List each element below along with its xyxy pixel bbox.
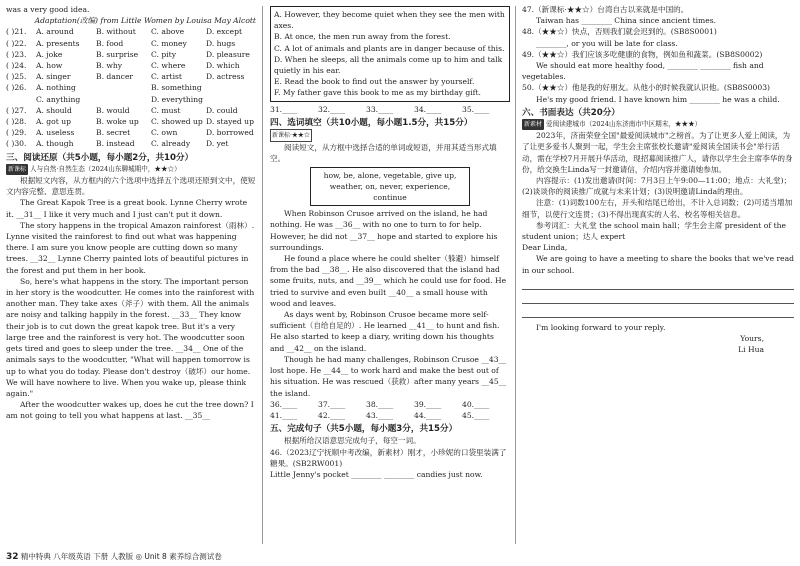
letter-salutation: Dear Linda, xyxy=(522,243,568,253)
answer-44[interactable]: 44.____ xyxy=(414,410,442,420)
option-choice[interactable] xyxy=(206,94,256,105)
option-row xyxy=(6,71,256,82)
option-choice[interactable]: A. singer xyxy=(36,72,71,82)
letter-yours: Yours, xyxy=(740,334,764,344)
option-choice[interactable]: A. useless xyxy=(36,128,75,138)
section4-instructions: 阅读短文，从方框中选择合适的单词或短语，并用其适当形式填空。 xyxy=(270,143,497,164)
question-50: 50.（★★☆）他是我的好朋友。从他小的时候我就认识他。(SB8S0003) xyxy=(522,83,770,93)
writing-task: 2023年，济南荣登全国"最爱阅读城市"之榜首。为了让更多人爱上阅读，为了让更多爱书人聚到一起，学生会主席张校长邀请"爱阅读全国读书会"举行活动，需在学校7月开展升华活动，现招募阅读推广人，请你以学生会主席李华的身份，给交换生Linda写一封邀请信，介绍内容并邀请她参加。 xyxy=(522,131,793,174)
answer-34[interactable]: 34.____ xyxy=(414,104,442,114)
option-choice[interactable]: B. dancer xyxy=(96,72,134,82)
section6-tag: 新素材 xyxy=(522,119,544,130)
writing-line-3[interactable] xyxy=(522,304,794,318)
intro-end: was a very good idea. xyxy=(6,5,90,14)
option-choice[interactable] xyxy=(96,94,151,105)
option-choice[interactable]: D. which xyxy=(206,61,240,71)
answer-40[interactable]: 40.____ xyxy=(462,399,490,409)
answer-row-31-35 xyxy=(270,104,510,115)
option-row xyxy=(6,49,256,60)
option-choice[interactable]: A. should xyxy=(36,105,72,115)
option-row xyxy=(6,105,256,116)
page-footer xyxy=(6,551,222,562)
adaptation-credit: Adaptation(改编) from Little Women by Louisa May Alcott xyxy=(34,16,256,26)
option-row xyxy=(6,60,256,71)
option-choice[interactable]: B. food xyxy=(96,38,124,48)
column-left xyxy=(6,4,256,422)
letter-signature: Li Hua xyxy=(738,345,764,355)
option-choice[interactable]: B. instead xyxy=(96,139,135,149)
section4-source xyxy=(270,129,510,142)
writing-notes: 注意：(1)词数100左右，开头和结尾已给出，不计入总词数；(2)可适当增加细节，以使行文连贯；(3)不得出现真实的人名、校名等相关信息。 xyxy=(522,198,793,219)
option-choice[interactable]: C. pity xyxy=(151,49,176,59)
section5-title: 五、完成句子（共5小题，每小题3分，共15分） xyxy=(270,424,458,435)
answer-35[interactable]: 35.____ xyxy=(462,104,490,114)
story-para-3: As days went by, Robinson Crusoe became more self-sufficient（自给自足的）. He learned __41__ to hunt and fish. He also started to keep a diary, writing down his thoughts and __42__ on the island. xyxy=(270,310,500,353)
passage-para-1: The Great Kapok Tree is a great book. Lynne Cherry wrote it. __31__ I like it very much and I just can't put it down. xyxy=(6,198,248,219)
section3-tag: 新课标 xyxy=(6,164,28,175)
section6-source-text: 爱阅读建城市（2024山东济南市中区期末，★★★） xyxy=(546,120,702,129)
option-choice[interactable]: D. stayed up xyxy=(206,117,254,127)
section5-instructions: 根据所给汉语意思完成句子，每空一词。 xyxy=(284,436,421,446)
passage-para-3: So, here's what happens in the story. The important person in her story is the woodcutter. He comes into the rainforest with another man. They take axes（斧子）with them. All the animals are noisy and talking happily in the forest. __33__ They know their job is to cut down the great kapok tree. But it's a very large tree and the rainforest is very hot. The woodcutter soon gets tired and goes to sleep under the tree. __34__ One of the animals says to the woodcutter, "What will happen tomorrow is up to what you do today. Please don't destroy（破坏）our home. We will have nowhere to live. When you wake up, please think again." xyxy=(6,276,255,398)
option-row xyxy=(6,94,256,105)
option-number: ( )22. xyxy=(6,38,27,48)
column-divider-1 xyxy=(262,6,263,544)
choice-f: F. My father gave this book to me as my birthday gift. xyxy=(274,88,481,98)
option-number: ( )27. xyxy=(6,105,27,115)
option-choice[interactable]: B. something xyxy=(151,83,202,93)
choices-box xyxy=(270,6,510,102)
option-number: ( )28. xyxy=(6,117,27,127)
option-choice[interactable]: B. without xyxy=(96,27,136,37)
footer-text: 精中特典 八年级英语 下册 人教版 ◎ Unit 8 素养综合测试卷 xyxy=(20,552,222,561)
option-choice[interactable]: C. own xyxy=(151,128,178,138)
question-46: 46.（2023辽宁抚顺中考改编，新素材）刚才，小珍妮的口袋里装满了糖果。(SB2RW001) xyxy=(270,447,507,468)
story-para-4: Though he had many challenges, Robinson Crusoe __43__ lost hope. He __44__ to work hard and make the best out of his situation. He was rescued（获救）after many years __45__ the island. xyxy=(270,354,507,398)
option-choice[interactable]: C. must xyxy=(151,105,181,115)
option-choice[interactable]: A. though xyxy=(36,139,74,149)
option-choice[interactable]: C. artist xyxy=(151,72,182,82)
question-49: 49.（★★☆）我们应该多吃健康的食物，例如鱼和蔬菜。(SB8S0002) xyxy=(522,49,763,59)
option-choice[interactable] xyxy=(96,82,151,93)
question-46-sentence: Little Jenny's pocket ________ ________ candies just now. xyxy=(270,469,483,479)
option-number: ( )23. xyxy=(6,49,27,59)
question-49-sentence: We should eat more healthy food, ________ ________ fish and vegetables. xyxy=(522,61,764,82)
answer-31[interactable]: 31.____ xyxy=(270,104,298,114)
column-middle xyxy=(270,4,510,480)
choice-c: C. A lot of animals and plants are in danger because of this. xyxy=(274,43,505,53)
option-number: ( )26. xyxy=(6,83,27,93)
answer-38[interactable]: 38.____ xyxy=(366,399,394,409)
content-points: 内容提示：(1)发出邀请(时间：7月3日上午9:00—11:00；地点：大礼堂)；(2)谈谈你的阅读推广成就与未来计划；(3)说明邀请Linda的理由。 xyxy=(522,176,792,197)
option-number: ( )29. xyxy=(6,128,27,138)
answer-39[interactable]: 39.____ xyxy=(414,399,442,409)
answer-41[interactable]: 41.____ xyxy=(270,410,298,420)
question-50-sentence: He's my good friend. I have known him ________ he was a child. xyxy=(536,94,780,104)
section3-source-text: 人与自然·自然生态（2024山东聊城期中，★★☆） xyxy=(30,164,181,173)
option-choice[interactable]: C. anything xyxy=(36,94,81,104)
option-choice[interactable]: C. showed up xyxy=(151,117,203,127)
option-choice[interactable]: B. would xyxy=(96,105,130,115)
option-number: ( )30. xyxy=(6,139,27,149)
reference-vocab: 参考词汇：大礼堂 the school main hall；学生会主席 president of the student union；达人 expert xyxy=(522,220,787,242)
option-choice[interactable]: D. could xyxy=(206,105,238,115)
choice-a: A. However, they become quiet when they see the men with axes. xyxy=(274,10,505,31)
answer-row-36-40 xyxy=(270,399,510,410)
letter-closing: I'm looking forward to your reply. xyxy=(536,322,666,332)
option-choice[interactable]: B. secret xyxy=(96,128,131,138)
letter-opening: We are going to have a meeting to share the books that we've read in our school. xyxy=(522,254,794,275)
option-choice[interactable]: A. joke xyxy=(36,49,63,59)
section6-source xyxy=(522,119,794,130)
page-number: 32 xyxy=(6,552,19,562)
option-choice[interactable]: A. got up xyxy=(36,117,71,127)
option-choice[interactable] xyxy=(206,82,256,93)
option-choice[interactable]: D. pleasure xyxy=(206,49,250,59)
column-right xyxy=(522,4,794,355)
writing-line-1[interactable] xyxy=(522,276,794,290)
option-choice[interactable]: D. borrowed xyxy=(206,128,254,138)
answer-37[interactable]: 37.____ xyxy=(318,399,346,409)
section4-title: 四、选词填空（共10小题，每小题1.5分，共15分） xyxy=(270,117,473,128)
option-number: ( )24. xyxy=(6,61,27,71)
answer-42[interactable]: 42.____ xyxy=(318,410,346,420)
choice-e: E. Read the book to find out the answer by yourself. xyxy=(274,77,475,87)
passage-para-2: The story happens in the tropical Amazon rainforest（雨林）. Lynne visited the rainforest to find out what was happening there. I am sure you know people are cutting down so many trees. __32__ Lynne Cherry painted lots of beautiful pictures in the forest and put them in her book. xyxy=(6,220,255,275)
question-47-sentence: Taiwan has ________ China since ancient times. xyxy=(536,16,717,26)
option-number: ( )21. xyxy=(6,27,27,37)
answer-43[interactable]: 43.____ xyxy=(366,410,394,420)
answer-33[interactable]: 33.____ xyxy=(366,104,394,114)
option-choice[interactable]: B. woke up xyxy=(96,117,139,127)
option-row xyxy=(6,82,256,93)
answer-36[interactable]: 36.____ xyxy=(270,399,298,409)
option-choice[interactable]: C. money xyxy=(151,38,187,48)
option-choice[interactable]: D. everything xyxy=(151,94,203,104)
option-number xyxy=(6,94,36,105)
option-choice[interactable]: D. hugs xyxy=(206,38,236,48)
answer-row-41-45 xyxy=(270,410,510,421)
option-number: ( )25. xyxy=(6,72,27,82)
option-row xyxy=(6,38,256,49)
option-choice[interactable]: C. already xyxy=(151,139,191,149)
options-list xyxy=(6,26,256,149)
question-47: 47.（新课标·★★☆）台湾自古以来就是中国的。 xyxy=(522,5,689,14)
choice-d: D. When he sleeps, all the animals come up to him and talk quietly in his ear. xyxy=(274,54,503,76)
option-row xyxy=(6,127,256,138)
option-choice[interactable]: A. around xyxy=(36,27,74,37)
option-choice[interactable]: C. above xyxy=(151,27,185,37)
section6-title: 六、书面表达（共20分） xyxy=(522,107,620,118)
option-choice[interactable]: B. surprise xyxy=(96,49,139,59)
option-choice[interactable]: B. why xyxy=(96,61,123,71)
word-box-line-1: how, be, alone, vegetable, give up, xyxy=(323,170,457,180)
option-choice[interactable]: C. where xyxy=(151,61,186,71)
option-choice[interactable]: A. nothing xyxy=(36,83,76,93)
section4-tag: 新课标·★★☆ xyxy=(270,129,312,142)
option-choice[interactable]: D. yet xyxy=(206,139,229,149)
option-choice[interactable]: A. presents xyxy=(36,38,80,48)
story-para-1: When Robinson Crusoe arrived on the island, he had nothing. He was __36__ with no one to turn to for help. However, he did not __37__ hope and started to explore his surroundings. xyxy=(270,209,498,252)
section3-instructions: 根据短文内容，从方框内的六个选项中选择五个选项还原到文中，使短文内容完整、意思连贯。 xyxy=(6,176,256,197)
writing-line-2[interactable] xyxy=(522,290,794,304)
option-choice[interactable]: A. how xyxy=(36,61,63,71)
word-box xyxy=(310,167,470,207)
question-48: 48.（★★☆）快点，否则我们就会迟到的。(SB8S0001) xyxy=(522,27,717,37)
passage-para-4: After the woodcutter wakes up, does he cut the tree down? I am not going to tell you what happens at last. __35__ xyxy=(6,400,254,421)
option-choice[interactable]: D. except xyxy=(206,27,243,37)
option-choice[interactable]: D. actress xyxy=(206,72,245,82)
option-row xyxy=(6,26,256,37)
section3-source xyxy=(6,164,256,175)
option-row xyxy=(6,138,256,149)
choice-b: B. At once, the men run away from the forest. xyxy=(274,32,451,42)
question-48-sentence: ________, or you will be late for class. xyxy=(536,38,678,48)
column-divider-2 xyxy=(515,6,516,544)
story-para-2: He found a place where he could shelter（躲避）himself from the bad __38__. He also discovered that the island had some fruits, nuts, and __39__ which he could use for food. He tried to survive and even built __40__ a small house with wood and leaves. xyxy=(270,254,507,308)
section3-title: 三、阅读还原（共5小题，每小题2分，共10分） xyxy=(6,152,194,163)
option-row xyxy=(6,116,256,127)
word-box-line-2: weather, on, never, experience, continue xyxy=(329,181,451,203)
answer-32[interactable]: 32.____ xyxy=(318,104,346,114)
answer-45[interactable]: 45.____ xyxy=(462,410,490,420)
